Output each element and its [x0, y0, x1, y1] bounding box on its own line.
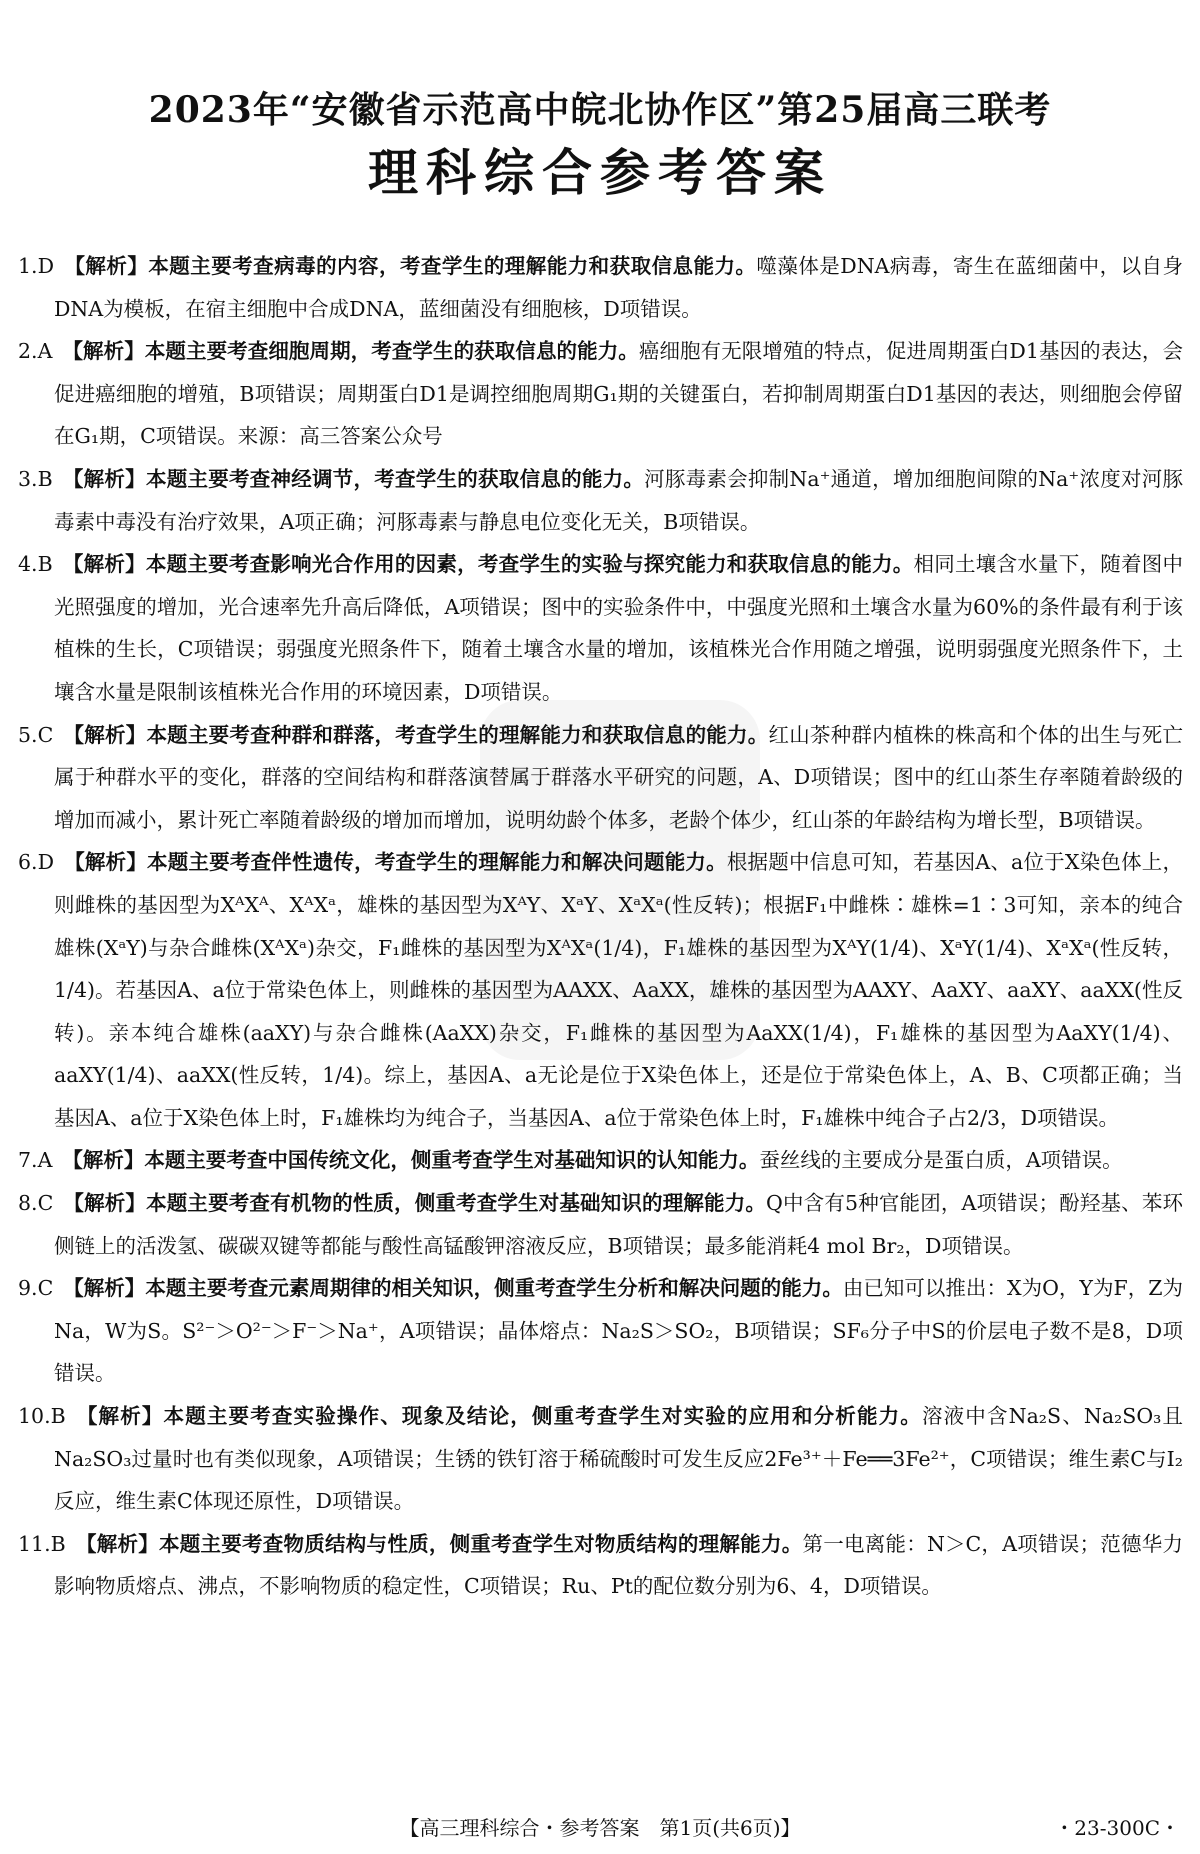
analysis-focus: 本题主要考查实验操作、现象及结论，侧重考查学生对实验的应用和分析能力。: [163, 1404, 922, 1429]
answer-item: [18, 1182, 1183, 1267]
analysis-tag: 【解析】: [62, 339, 145, 364]
answer-item: [18, 841, 1183, 1139]
analysis-tag: 【解析】: [62, 1148, 145, 1173]
answer-item: [18, 330, 1183, 458]
analysis-tag: 【解析】: [63, 1191, 147, 1216]
answer-number: 10.: [18, 1404, 51, 1429]
answer-item: [18, 543, 1183, 713]
analysis-tag: 【解析】: [63, 722, 147, 747]
answer-item: [18, 458, 1183, 543]
analysis-body: 第一电离能：N＞C，A项错误；范德华力影响物质熔点、沸点，不影响物质的稳定性，C项错误；Ru、Pt的配位数分别为6、4，D项错误。: [54, 1531, 1184, 1599]
footer-page-info: 【高三理科综合・参考答案 第1页(共6页)】: [399, 1816, 801, 1840]
analysis-tag: 【解析】: [63, 1276, 146, 1301]
analysis-body: 由已知可以推出：X为O，Y为F，Z为Na，W为S。S²⁻＞O²⁻＞F⁻＞Na⁺，A项错误；晶体熔点：Na₂S＞SO₂，B项错误；SF₆分子中S的价层电子数不是8，D项错误。: [54, 1276, 1184, 1386]
analysis-body: 红山茶种群内植株的株高和个体的出生与死亡属于种群水平的变化，群落的空间结构和群落演替属于群落水平研究的问题，A、D项错误；图中的红山茶生存率随着龄级的增加而减小，累计死亡率随着龄级的增加而增加，说明幼龄个体多，老龄个体少，红山茶的年龄结构为增长型，B项错误。: [54, 722, 1184, 832]
answer-number: 7.: [18, 1148, 38, 1173]
exam-title: 2023年“安徽省示范高中皖北协作区”第25届高三联考: [148, 89, 1052, 131]
analysis-body: 癌细胞有无限增殖的特点，促进周期蛋白D1基因的表达，会促进癌细胞的增殖，B项错误；周期蛋白D1是调控细胞周期G₁期的关键蛋白，若抑制周期蛋白D1基因的表达，则细胞会停留在G₁期，C项错误。来源：高三答案公众号: [54, 339, 1184, 449]
answer-choice: C: [37, 1191, 54, 1216]
answer-item: [18, 1139, 1183, 1182]
analysis-body: 河豚毒素会抑制Na⁺通道，增加细胞间隙的Na⁺浓度对河豚毒素中毒没有治疗效果，A项正确；河豚毒素与静息电位变化无关，B项错误。: [54, 466, 1184, 534]
analysis-focus: 本题主要考查有机物的性质，侧重考查学生对基础知识的理解能力。: [146, 1191, 767, 1216]
analysis-focus: 本题主要考查伴性遗传，考查学生的理解能力和解决问题能力。: [147, 850, 727, 875]
analysis-focus: 本题主要考查细胞周期，考查学生的获取信息的能力。: [144, 339, 639, 364]
analysis-focus: 本题主要考查病毒的内容，考查学生的理解能力和获取信息能力。: [148, 254, 757, 278]
answer-item: [18, 1267, 1183, 1395]
analysis-body: 根据题中信息可知，若基因A、a位于X染色体上，则雌株的基因型为XᴬXᴬ、XᴬXᵃ，雄株的基因型为XᴬY、XᵃY、XᵃXᵃ(性反转)；根据F₁中雌株∶雄株=1∶3可知，亲本的纯合雄株(XᵃY)与杂合雌株(XᴬXᵃ)杂交，F₁雌株的基因型为XᴬXᵃ(1/4)，F₁雄株的基因型为XᴬY(1/4)、XᵃY(1/4)、XᵃXᵃ(性反转，1/4)。若基因A、a位于常染色体上，则雌株的基因型为AAXX、AaXX，雄株的基因型为AAXY、AaXY、aaXY、aaXX(性反转)。亲本纯合雄株(aaXY)与杂合雌株(AaXX)杂交，F₁雌株的基因型为AaXX(1/4)，F₁雄株的基因型为AaXY(1/4)、aaXY(1/4)、aaXX(性反转，1/4)。综上，基因A、a无论是位于X染色体上，还是位于常染色体上，A、B、C项都正确；当基因A、a位于X染色体上时，F₁雄株均为纯合子，当基因A、a位于常染色体上时，F₁雄株中纯合子占2/3，D项错误。: [54, 850, 1184, 1130]
analysis-focus: 本题主要考查种群和群落，考查学生的理解能力和获取信息的能力。: [146, 722, 769, 747]
answer-item: [18, 1523, 1183, 1608]
analysis-focus: 本题主要考查元素周期律的相关知识，侧重考查学生分析和解决问题的能力。: [145, 1276, 843, 1301]
answer-number: 1.: [18, 254, 38, 278]
document-title: 理科综合参考答案: [368, 143, 832, 202]
answer-choice: A: [37, 339, 53, 364]
answer-choice: C: [37, 722, 54, 747]
analysis-focus: 本题主要考查影响光合作用的因素，考查学生的实验与探究能力和获取信息的能力。: [145, 552, 914, 577]
answer-number: 8.: [18, 1191, 38, 1216]
analysis-tag: 【解析】: [75, 1531, 159, 1556]
page-footer: [0, 1812, 1200, 1842]
answer-number: 2.: [18, 339, 38, 364]
analysis-body: 相同土壤含水量下，随着图中光照强度的增加，光合速率先升高后降低，A项错误；图中的实验条件中，中强度光照和土壤含水量为60%的条件最有利于该植株的生长，C项错误；弱强度光照条件下，随着土壤含水量的增加，该植株光合作用随之增强，说明弱强度光照条件下，土壤含水量是限制该植株光合作用的环境因素，D项错误。: [54, 552, 1184, 704]
analysis-tag: 【解析】: [75, 1404, 164, 1429]
analysis-tag: 【解析】: [64, 254, 149, 278]
answer-item: [18, 245, 1183, 330]
analysis-tag: 【解析】: [64, 850, 148, 875]
answer-number: 3.: [18, 466, 38, 491]
answer-choice: A: [37, 1148, 53, 1173]
answer-number: 11.: [18, 1531, 51, 1556]
answer-number: 9.: [18, 1276, 38, 1301]
answer-number: 5.: [18, 722, 38, 747]
analysis-body: Q中含有5种官能团，A项错误；酚羟基、苯环侧链上的活泼氢、碳碳双键等都能与酸性高锰酸钾溶液反应，B项错误；最多能消耗4 mol Br₂，D项错误。: [54, 1191, 1184, 1258]
answer-number: 6.: [18, 850, 38, 875]
answer-choice: D: [37, 850, 54, 875]
analysis-body: 噬藻体是DNA病毒，寄生在蓝细菌中，以自身DNA为模板，在宿主细胞中合成DNA，蓝细菌没有细胞核，D项错误。: [54, 254, 1183, 321]
analysis-body: 溶液中含Na₂S、Na₂SO₃且Na₂SO₃过量时也有类似现象，A项错误；生锈的铁钉溶于稀硫酸时可发生反应2Fe³⁺＋Fe══3Fe²⁺，C项错误；维生素C与I₂反应，维生素C体现还原性，D项错误。: [54, 1404, 1184, 1514]
answer-choice: C: [37, 1276, 54, 1301]
footer-code: ・23-300C・: [1054, 1816, 1180, 1840]
answer-number: 4.: [18, 552, 38, 577]
answer-item: [18, 714, 1183, 842]
analysis-focus: 本题主要考查神经调节，考查学生的获取信息的能力。: [145, 466, 645, 491]
analysis-focus: 本题主要考查中国传统文化，侧重考查学生对基础知识的认知能力。: [144, 1148, 760, 1173]
analysis-tag: 【解析】: [62, 466, 146, 491]
answer-choice: B: [50, 1404, 66, 1429]
analysis-tag: 【解析】: [62, 552, 146, 577]
answer-choice: D: [37, 254, 54, 278]
page-header: [0, 84, 1200, 208]
answer-choice: B: [37, 552, 53, 577]
analysis-body: 蚕丝线的主要成分是蛋白质，A项错误。: [759, 1148, 1123, 1173]
answer-list: [18, 245, 1183, 1608]
answer-choice: B: [50, 1531, 66, 1556]
answer-item: [18, 1395, 1183, 1523]
analysis-focus: 本题主要考查物质结构与性质，侧重考查学生对物质结构的理解能力。: [158, 1531, 803, 1556]
answer-choice: B: [37, 466, 53, 491]
